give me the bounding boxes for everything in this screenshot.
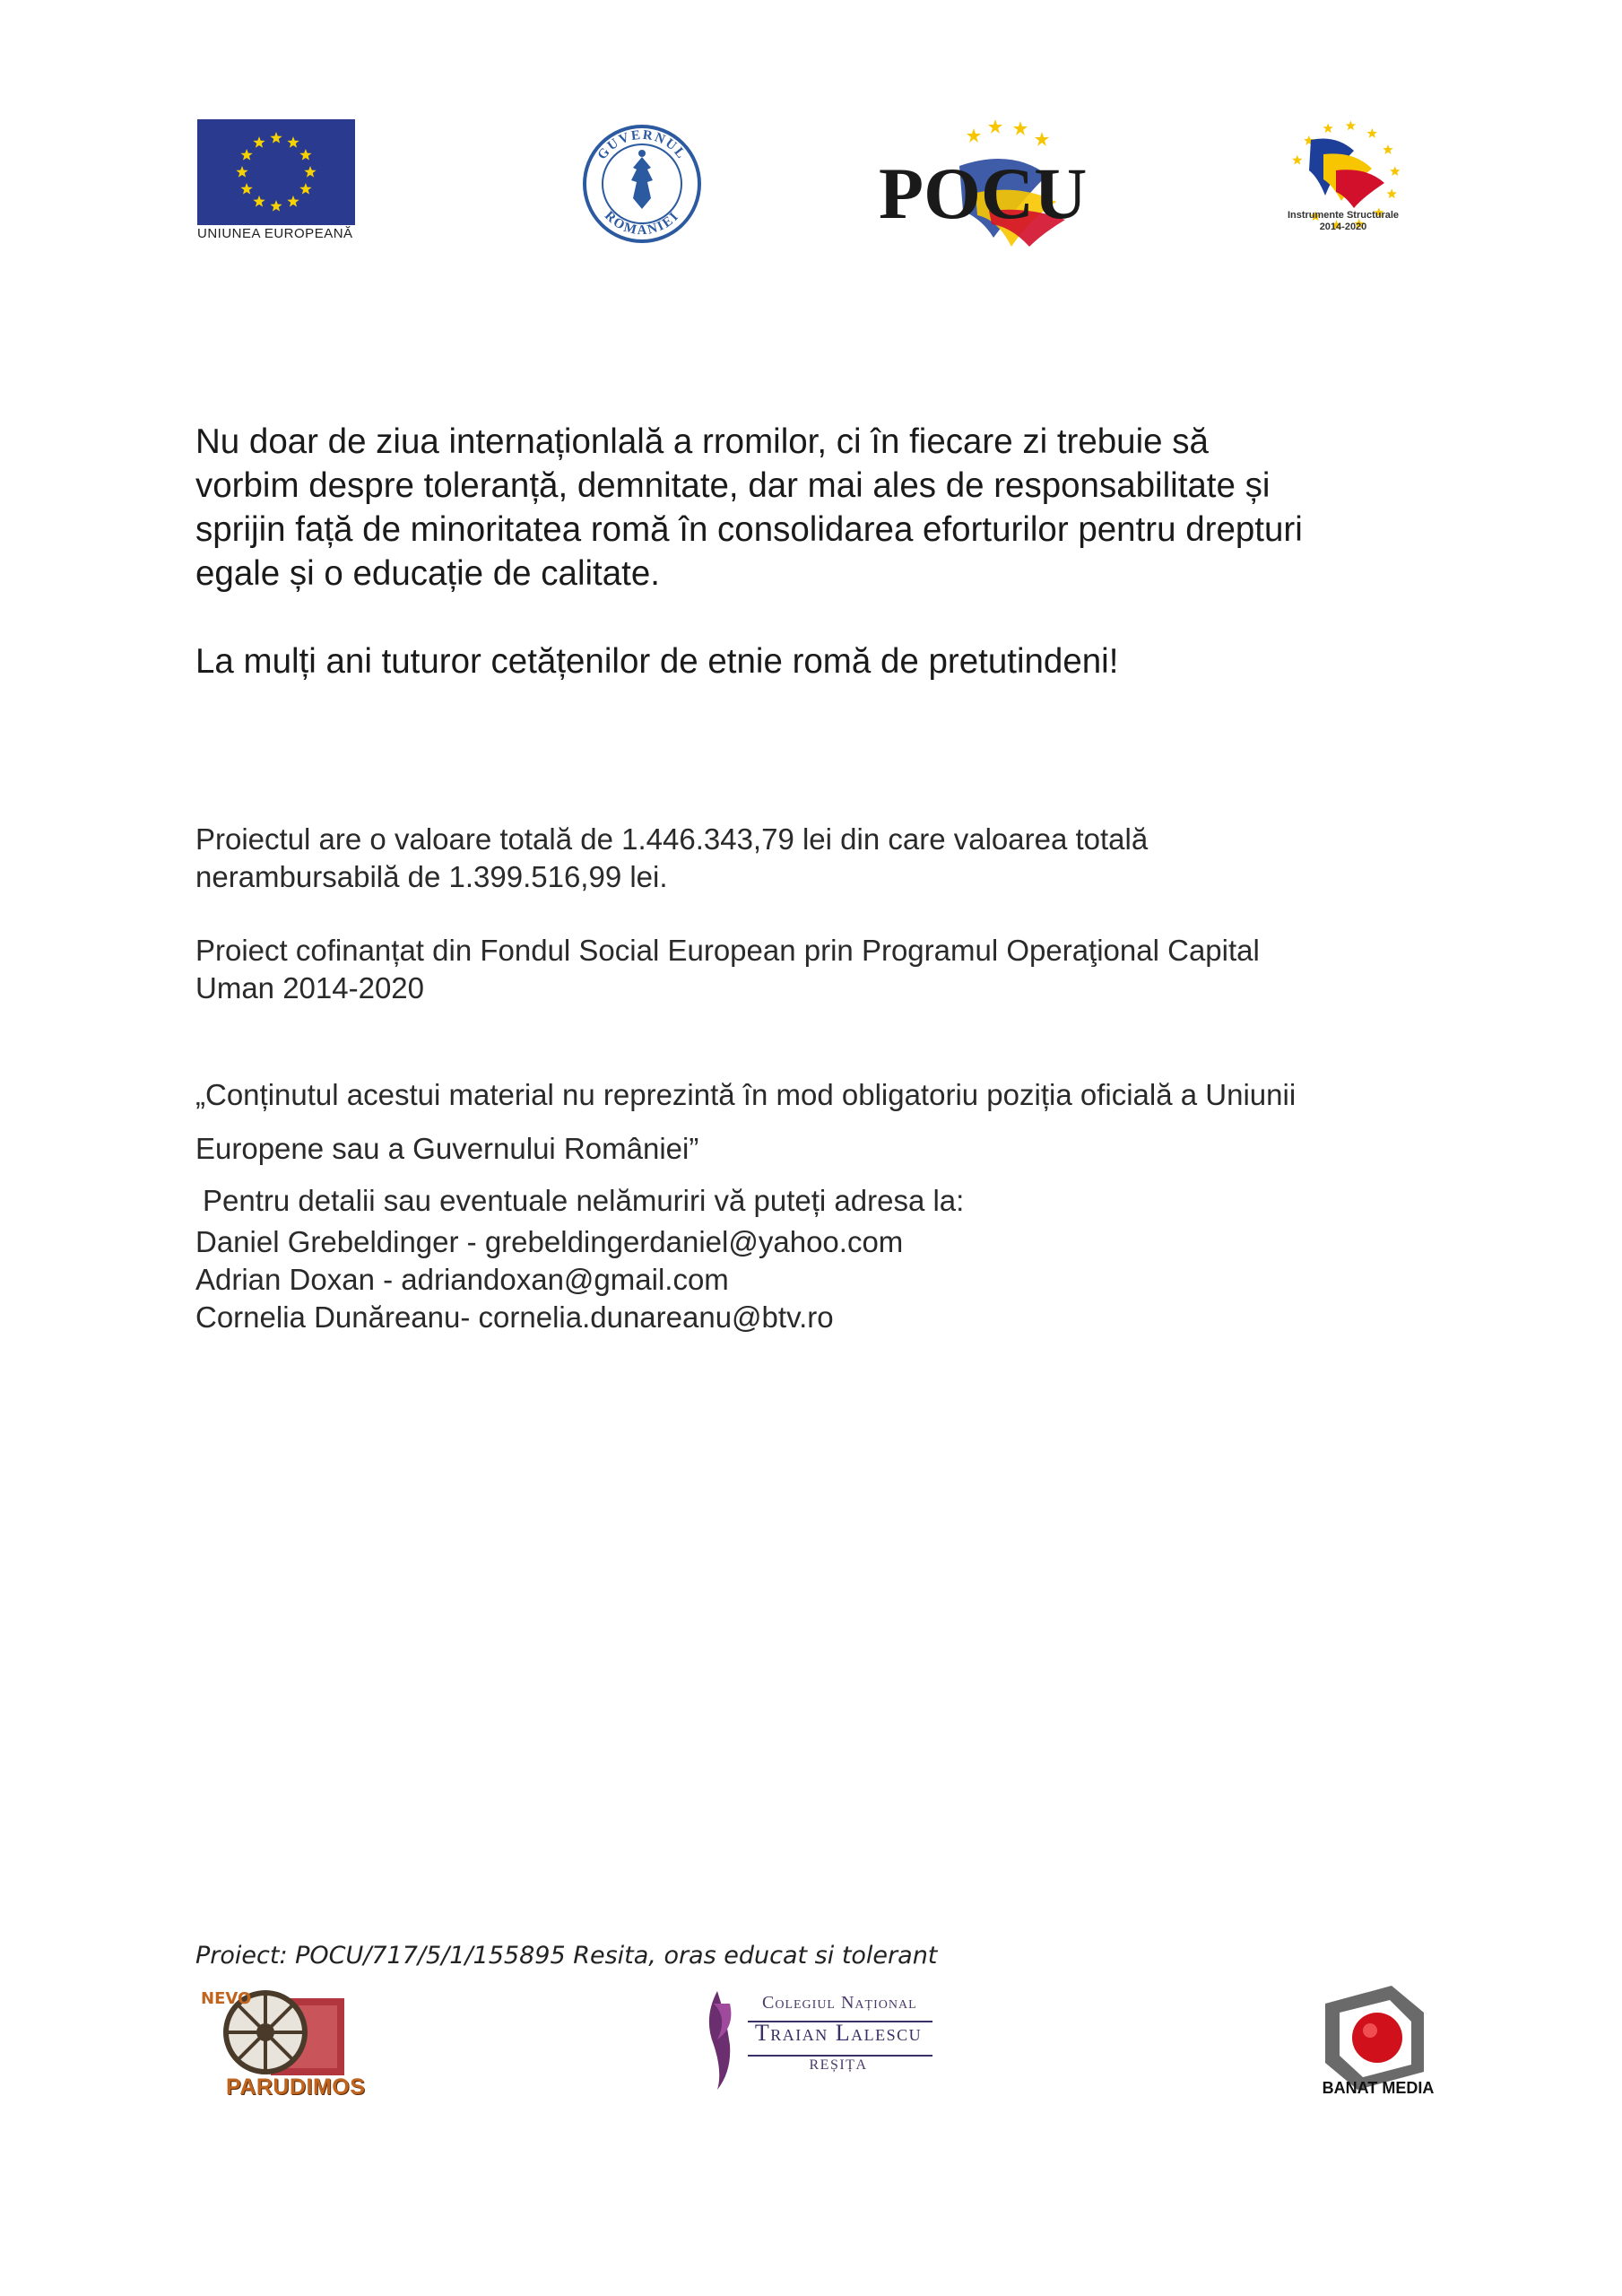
is-star-icon	[1386, 188, 1396, 198]
is-star-icon	[1390, 166, 1400, 176]
is-label-line2: 2014-2020	[1319, 222, 1367, 232]
greeting-text: La mulți ani tuturor cetățenilor de etnie romă de pretutindeni!	[195, 642, 1119, 681]
eu-label: UNIUNEA EUROPEANĂ	[197, 226, 353, 241]
is-star-icon	[1346, 120, 1356, 130]
instrumente-structurale-logo-icon	[1273, 115, 1417, 258]
gov-seal-top-text: GUVERNUL	[594, 127, 690, 163]
value-line: nerambursabilă de 1.399.516,99 lei.	[195, 860, 668, 893]
is-star-icon	[1383, 144, 1392, 154]
paragraph-line: Nu doar de ziua internaționlală a rromilor, ci în fiecare zi trebuie să	[195, 422, 1209, 461]
cofin-line: Proiect cofinanțat din Fondul Social European prin Programul Operaţional Capital	[195, 934, 1260, 967]
paragraph-line: vorbim despre toleranță, demnitate, dar mai ales de responsabilitate și	[195, 466, 1271, 505]
pocu-logo-text: POCU	[879, 152, 1088, 234]
project-value-text	[195, 821, 1361, 896]
paragraph-line: egale și o educație de calitate.	[195, 554, 660, 593]
paragraph-line: sprijin față de minoritatea romă în consolidarea eforturilor pentru drepturi	[195, 510, 1303, 549]
disclaimer-line: Europene sau a Guvernului României”	[195, 1132, 699, 1165]
is-star-icon	[1323, 123, 1332, 133]
is-star-icon	[1367, 128, 1377, 138]
value-line: Proiectul are o valoare totală de 1.446.343,79 lei din care valoarea totală	[195, 822, 1149, 856]
government-seal-icon	[581, 123, 703, 245]
colegiu-line3: REȘIȚA	[809, 2057, 868, 2073]
is-label-line1: Instrumente Structurale	[1287, 210, 1400, 221]
disclaimer-line: „Conținutul acestui material nu reprezintă în mod obligatoriu poziția oficială a Uniunii	[195, 1078, 1297, 1111]
contact-line: Daniel Grebeldinger - grebeldingerdaniel@yahoo.com	[195, 1225, 904, 1258]
banat-media-label: BANAT MEDIA	[1322, 2079, 1435, 2097]
cofinancing-text	[195, 932, 1451, 1007]
nevo-vertical-label: NEVO	[201, 1989, 252, 2008]
contact-line: Adrian Doxan - adriandoxan@gmail.com	[195, 1263, 729, 1296]
eu-flag-icon	[197, 119, 355, 225]
cofin-line: Uman 2014-2020	[195, 971, 425, 1004]
footer-project-reference: Proiect: POCU/717/5/1/155895 Resita, oras educat si tolerant	[195, 1942, 938, 1970]
gov-seal-bottom-text: ROMÂNIEI	[601, 208, 683, 239]
nevo-parudimos-label: PARUDIMOS	[226, 2074, 366, 2100]
colegiu-line2: Traian Lalescu	[754, 2020, 923, 2046]
pocu-logo-icon	[877, 112, 1119, 247]
main-paragraph	[195, 420, 1451, 596]
instrumente-structurale-label	[1253, 210, 1433, 233]
is-star-icon	[1292, 155, 1302, 165]
contact-line: Cornelia Dunăreanu- cornelia.dunareanu@btv.ro	[195, 1300, 834, 1334]
colegiu-line1: Colegiul Național	[762, 1993, 917, 2013]
contact-intro: Pentru detalii sau eventuale nelămuriri vă puteți adresa la:	[203, 1184, 965, 1217]
